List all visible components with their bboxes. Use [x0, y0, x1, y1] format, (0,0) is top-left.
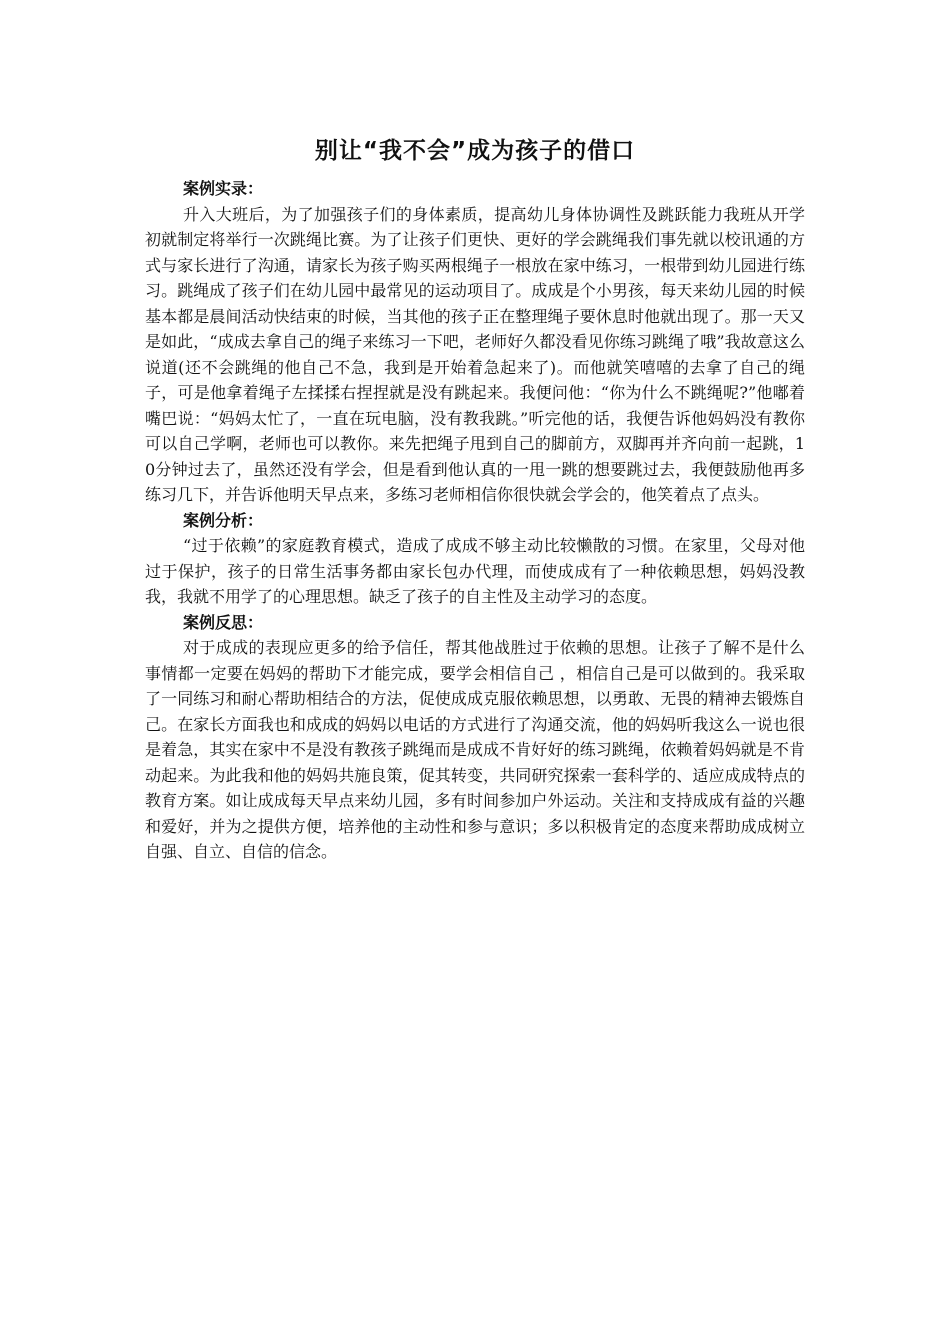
section-paragraph: 对于成成的表现应更多的给予信任，帮其他战胜过于依赖的思想。让孩子了解不是什么事情都一定要在妈妈的帮助下才能完成，要学会相信自己 ，相信自己是可以做到的。我采取了一同练习和耐心帮助相结合的方法，促使成成克服依赖思想，以勇敢、无畏的精神去锻炼自己。在家长方面我也和成成的妈妈以电话的方式进行了沟通交流，他的妈妈听我这么一说也很是着急，其实在家中不是没有教孩子跳绳而是成成不肯好好的练习跳绳，依赖着妈妈就是不肯动起来。为此我和他的妈妈共施良策，促其转变，共同研究探索一套科学的、适应成成特点的教育方案。如让成成每天早点来幼儿园，多有时间参加户外运动。关注和支持成成有益的兴趣和爱好，并为之提供方便，培养他的主动性和参与意识；多以积极肯定的态度来帮助成成树立自强、自立、自信的信念。	[145, 638, 805, 861]
document-title: 别让“我不会”成为孩子的借口	[314, 138, 636, 164]
section-case-record	[145, 176, 805, 508]
section-paragraph: “过于依赖”的家庭教育模式，造成了成成不够主动比较懒散的习惯。在家里，父母对他过于保护，孩子的日常生活事务都由家长包办代理，而使成成有了一种依赖思想，妈妈没教我，我就不用学了的心理思想。缺乏了孩子的自主性及主动学习的态度。	[145, 536, 805, 606]
section-heading: 案例分析：	[183, 510, 264, 530]
section-paragraph: 升入大班后，为了加强孩子们的身体素质，提高幼儿身体协调性及跳跃能力我班从开学初就制定将举行一次跳绳比赛。为了让孩子们更快、更好的学会跳绳我们事先就以校讯通的方式与家长进行了沟通，请家长为孩子购买两根绳子一根放在家中练习，一根带到幼儿园进行练习。跳绳成了孩子们在幼儿园中最常见的运动项目了。成成是个小男孩，每天来幼儿园的时候基本都是晨间活动快结束的时候，当其他的孩子正在整理绳子要休息时他就出现了。那一天又是如此，“成成去拿自己的绳子来练习一下吧，老师好久都没看见你练习跳绳了哦”我故意这么说道(还不会跳绳的他自己不急，我到是开始着急起来了)。而他就笑嘻嘻的去拿了自己的绳子，可是他拿着绳子左揉揉右捏捏就是没有跳起来。我便问他：“你为什么不跳绳呢?”他嘟着嘴巴说：“妈妈太忙了，一直在玩电脑，没有教我跳。”听完他的话，我便告诉他妈妈没有教你可以自己学啊，老师也可以教你。来先把绳子甩到自己的脚前方，双脚再并齐向前一起跳，10分钟过去了，虽然还没有学会，但是看到他认真的一甩一跳的想要跳过去，我便鼓励他再多练习几下，并告诉他明天早点来，多练习老师相信你很快就会学会的，他笑着点了点头。	[145, 204, 805, 504]
document-body	[145, 176, 805, 865]
section-case-analysis	[145, 508, 805, 610]
section-heading: 案例实录：	[183, 179, 264, 198]
section-heading: 案例反思：	[183, 612, 264, 632]
section-case-reflection	[145, 610, 805, 865]
